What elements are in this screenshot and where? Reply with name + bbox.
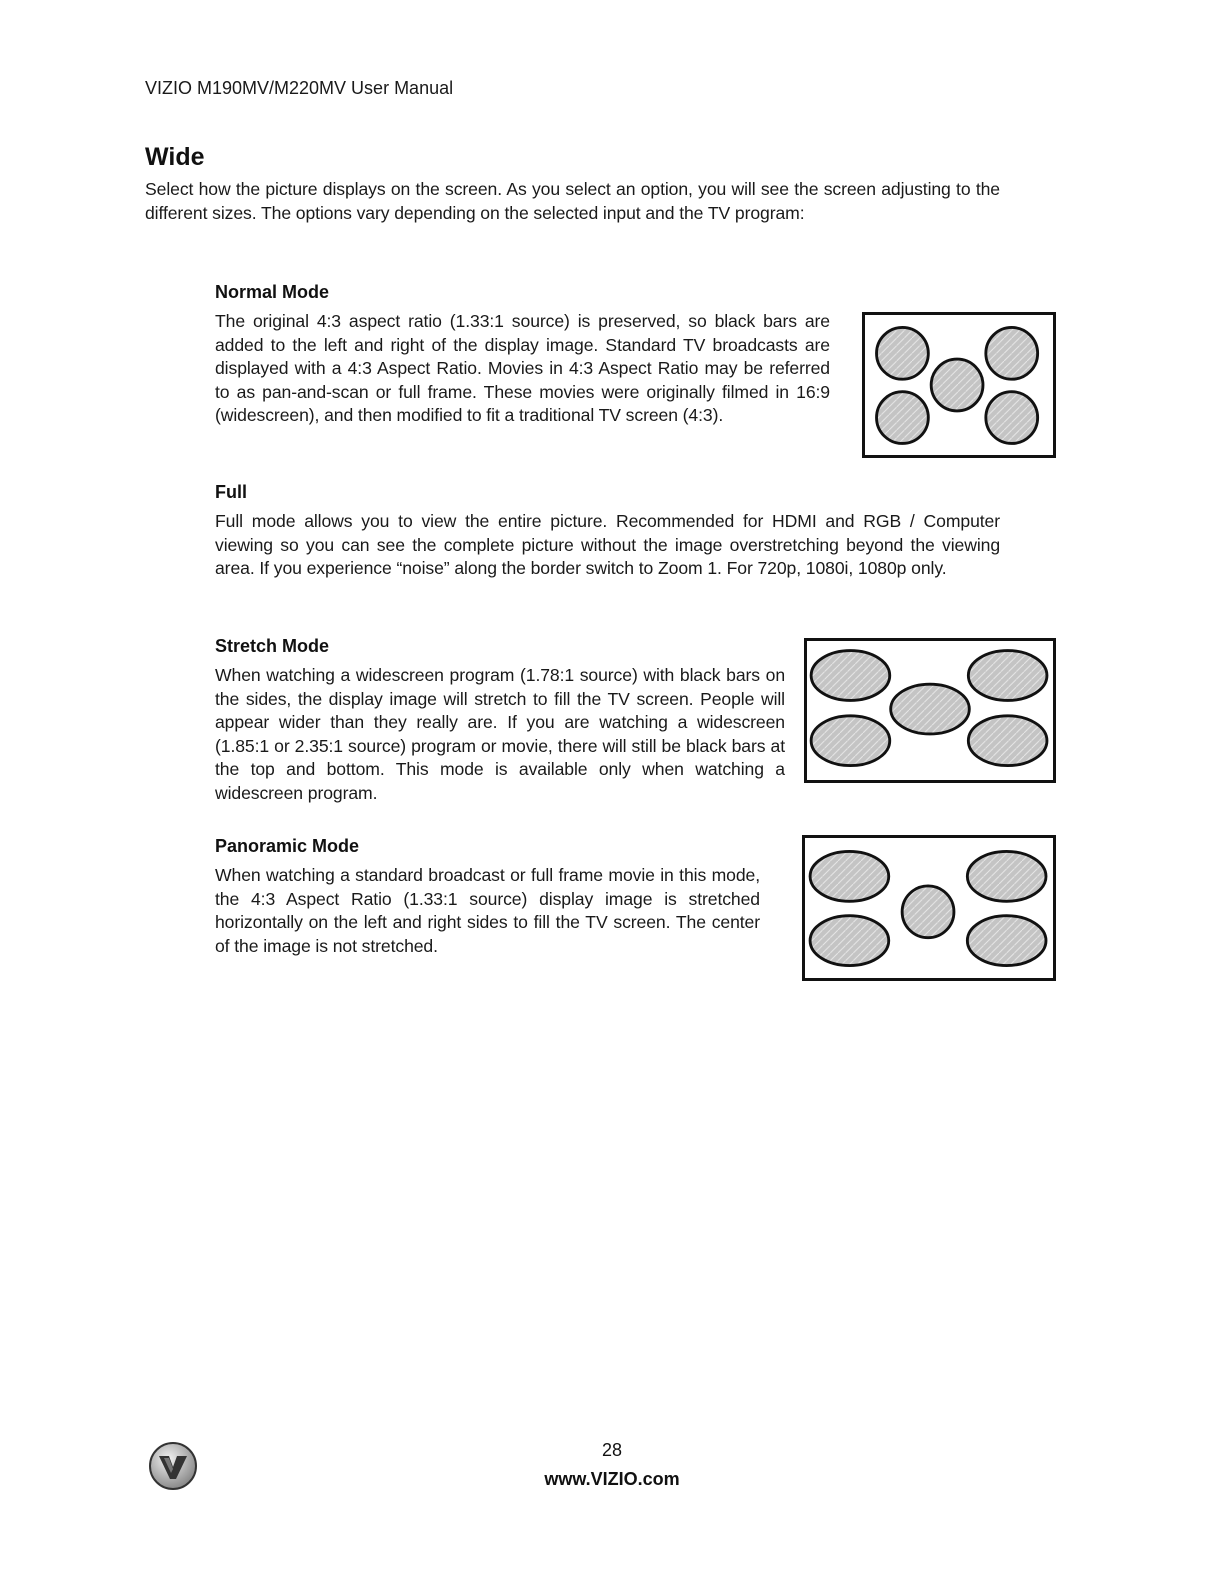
running-header: VIZIO M190MV/M220MV User Manual <box>145 78 454 98</box>
normal-mode-text: The original 4:3 aspect ratio (1.33:1 source) is preserved, so black bars are added to the left and right of the display image. Standard TV broadcasts are displayed with a 4:3 Aspect Ratio. Movies in 4:3 Aspect Ratio may be referred to as pan-and-scan or full frame. These movies were originally filmed in 16:9 (widescreen), and then modified to fit a traditional TV screen (4:3). <box>215 311 830 425</box>
panoramic-shapes-icon <box>805 838 1053 978</box>
page-number: 28 <box>601 1440 623 1460</box>
stretched-ellipses-icon <box>807 641 1053 780</box>
panoramic-mode-heading: Panoramic Mode <box>215 836 360 856</box>
footer-url-link[interactable]: www.VIZIO.com <box>544 1469 680 1489</box>
stretch-mode-text: When watching a widescreen program (1.78:1 source) with black bars on the sides, the display image will stretch to fill the TV screen. People will appear wider than they really are. If you are watching a widescreen (1.85:1 or 2.35:1 source) program or movie, there will still be black bars at the top and bottom. This mode is available only when watching a widescreen program. <box>215 665 785 803</box>
full-mode-heading: Full <box>215 482 247 502</box>
stretch-mode-illustration <box>804 638 1056 783</box>
stretch-mode-heading: Stretch Mode <box>215 636 330 656</box>
section-title: Wide <box>145 143 205 171</box>
panoramic-mode-illustration <box>802 835 1056 981</box>
normal-mode-illustration <box>862 312 1056 458</box>
full-mode-text: Full mode allows you to view the entire picture. Recommended for HDMI and RGB / Computer viewing so you can see the complete picture without the image overstretching beyond the viewing area. If you experience “noise” along the border switch to Zoom 1. For 720p, 1080i, 1080p only. <box>215 511 1000 578</box>
section-intro: Select how the picture displays on the screen. As you select an option, you will see the screen adjusting to the different sizes. The options vary depending on the selected input and the TV program: <box>145 179 1000 223</box>
circles-4-3-icon <box>865 315 1053 455</box>
normal-mode-heading: Normal Mode <box>215 282 330 302</box>
panoramic-mode-text: When watching a standard broadcast or full frame movie in this mode, the 4:3 Aspect Ratio (1.33:1 source) display image is stretched horizontally on the left and right sides to fill the TV screen. The center of the image is not stretched. <box>215 865 760 956</box>
